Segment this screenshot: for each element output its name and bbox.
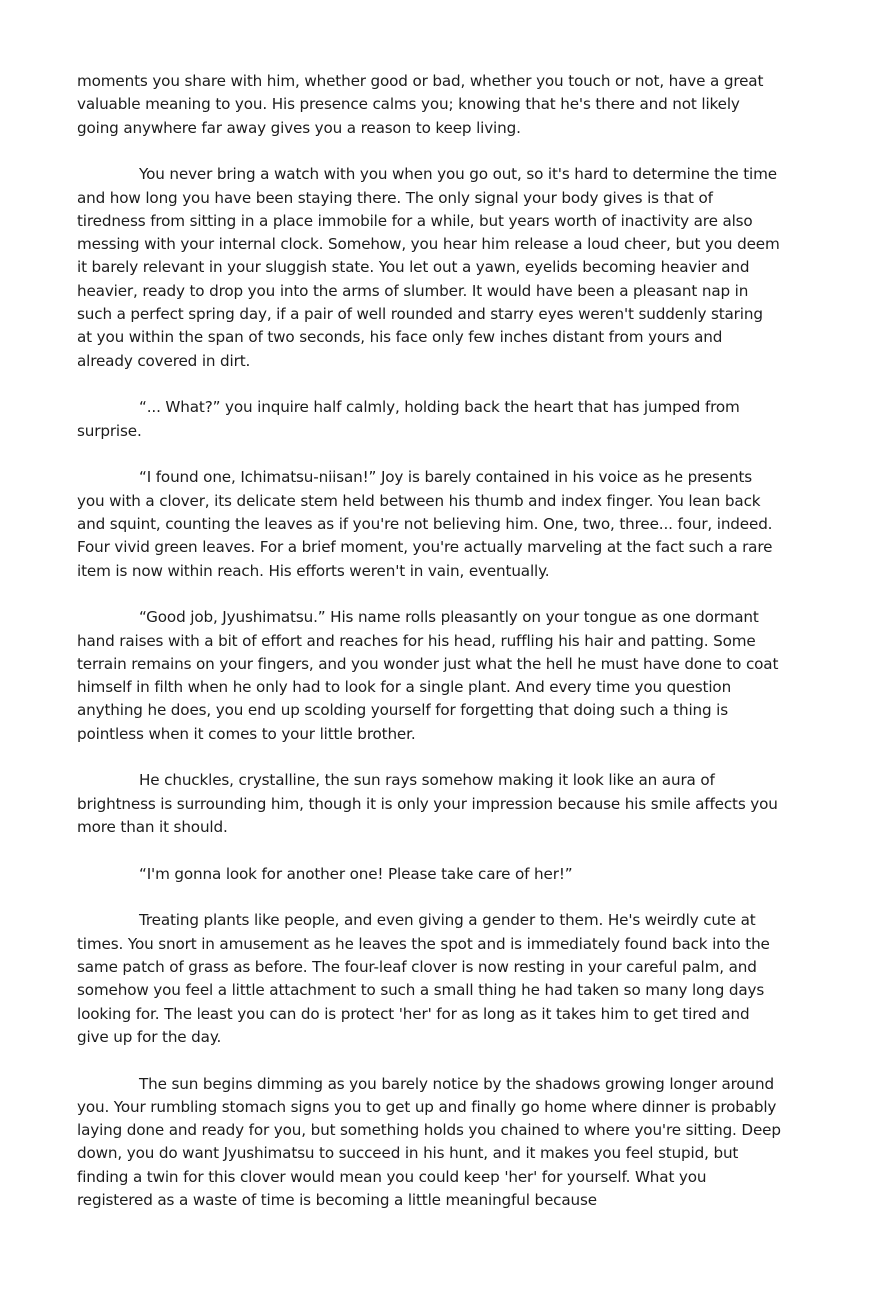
paragraph-1: moments you share with him, whether good or bad, whether you touch or not, have a great valuable meaning to you. His presence calms you; knowing that he's there and not likely going anywhere far away gives you a reason to keep living. xyxy=(77,72,764,137)
paragraph-8: Treating plants like people, and even giving a gender to them. He's weirdly cute at times. You snort in amusement as he leaves the spot and is immediately found back into the same patch of grass as before. The four-leaf clover is now resting in your careful palm, and somehow you feel a little attachment to such a small thing he had taken so many long days looking for. The least you can do is protect 'her' for as long as it takes him to get tired and give up for the day. xyxy=(77,911,770,1046)
paragraph-2: You never bring a watch with you when you go out, so it's hard to determine the time and how long you have been staying there. The only signal your body gives is that of tiredness from sitting in a place immobile for a while, but years worth of inactivity are also messing with your internal clock. Somehow, you hear him release a loud cheer, but you deem it barely relevant in your sluggish state. You let out a yawn, eyelids becoming heavier and heavier, ready to drop you into the arms of slumber. It would have been a pleasant nap in such a perfect spring day, if a pair of well rounded and starry eyes weren't suddenly staring at you within the span of two seconds, his face only few inches distant from yours and already covered in dirt. xyxy=(77,165,780,370)
paragraph-5: “Good job, Jyushimatsu.” His name rolls pleasantly on your tongue as one dormant hand raises with a bit of effort and reaches for his head, ruffling his hair and patting. Some terrain remains on your fingers, and you wonder just what the hell he must have done to coat himself in filth when he only had to look for a single plant. And every time you question anything he does, you end up scolding yourself for forgetting that doing such a thing is pointless when it comes to your little brother. xyxy=(77,608,779,743)
paragraph-6: He chuckles, crystalline, the sun rays somehow making it look like an aura of brightness is surrounding him, though it is only your impression because his smile affects you more than it should. xyxy=(77,771,778,836)
document-body xyxy=(77,70,782,1236)
paragraph-7: “I'm gonna look for another one! Please take care of her!” xyxy=(139,864,573,883)
paragraph-9: The sun begins dimming as you barely notice by the shadows growing longer around you. Your rumbling stomach signs you to get up and finally go home where dinner is probably laying done and ready for you, but something holds you chained to where you're sitting. Deep down, you do want Jyushimatsu to succeed in his hunt, and it makes you feel stupid, but finding a twin for this clover would mean you could keep 'her' for yourself. What you registered as a waste of time is becoming a little meaningful because xyxy=(77,1074,781,1209)
paragraph-4: “I found one, Ichimatsu-niisan!” Joy is barely contained in his voice as he presents you with a clover, its delicate stem held between his thumb and index finger. You lean back and squint, counting the leaves as if you're not believing him. One, two, three... four, indeed. Four vivid green leaves. For a brief moment, you're actually marveling at the fact such a rare item is now within reach. His efforts weren't in vain, eventually. xyxy=(77,468,773,580)
paragraph-3: “... What?” you inquire half calmly, holding back the heart that has jumped from surprise. xyxy=(77,398,740,440)
